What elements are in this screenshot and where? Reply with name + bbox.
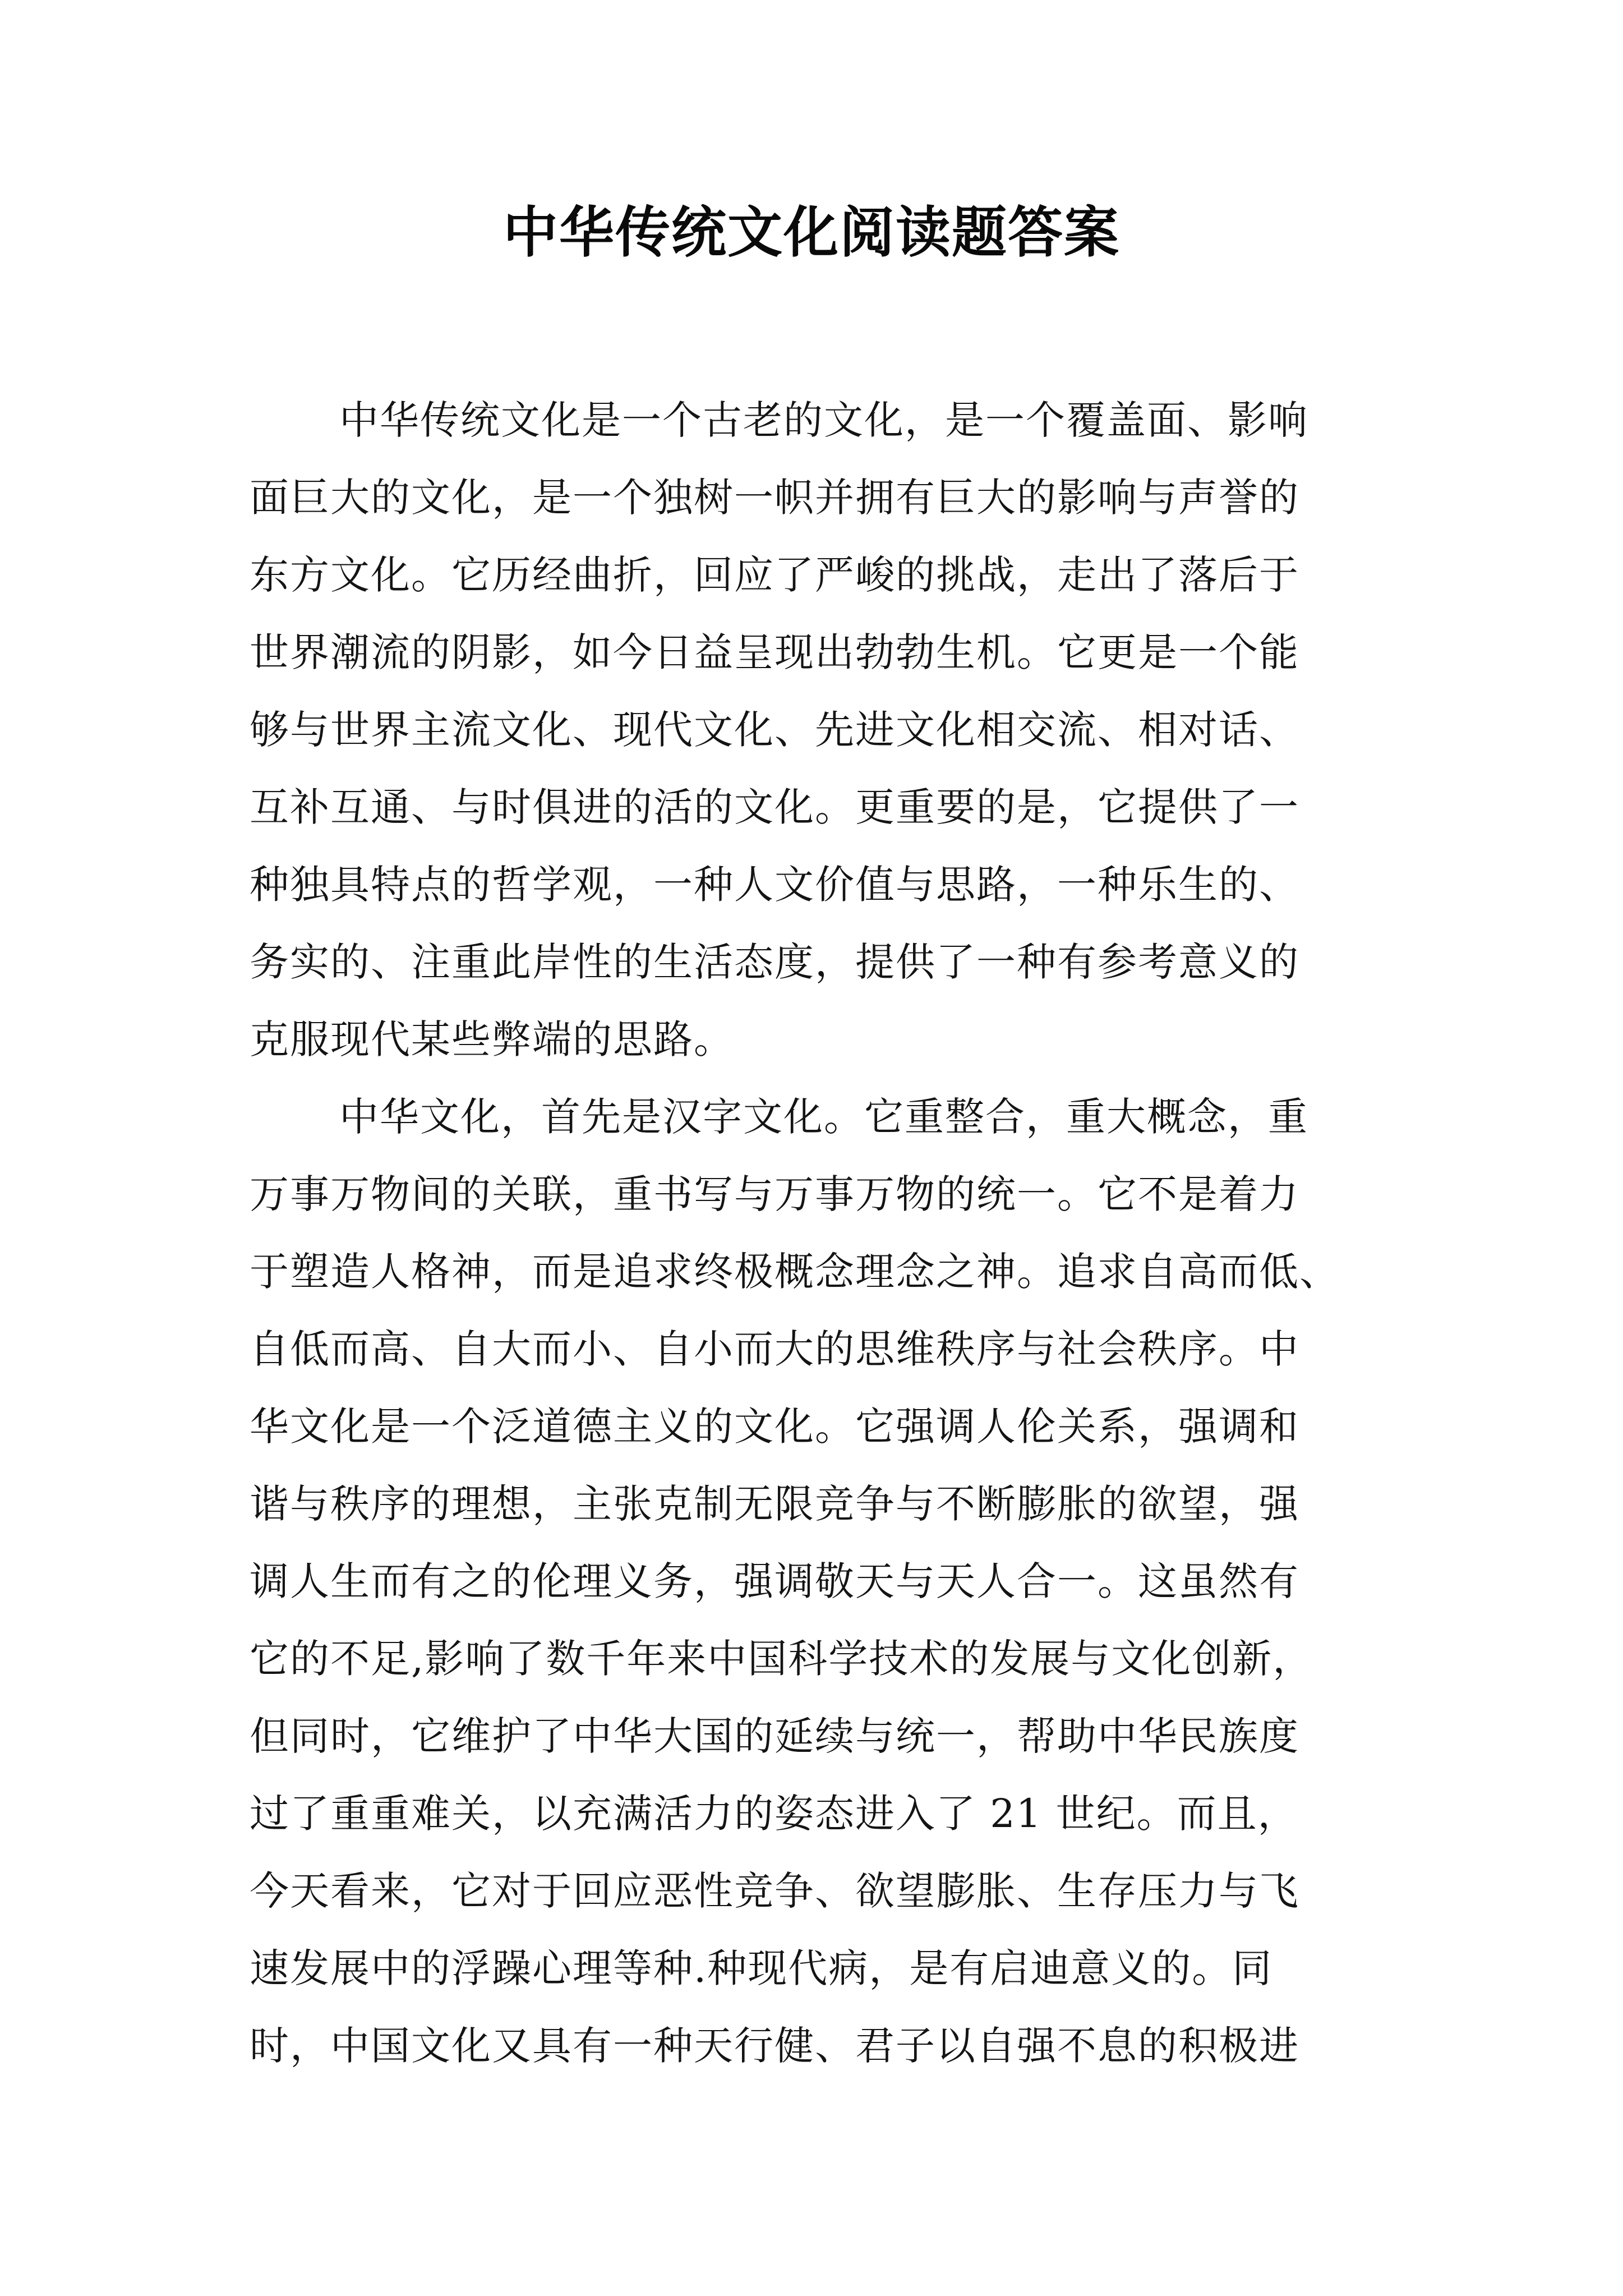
text-line: 中华文化，首先是汉字文化。它重整合，重大概念，重 [339, 1094, 1308, 1140]
text-line: 务实的、注重此岸性的生活态度，提供了一种有参考意义的 [250, 939, 1299, 985]
text-line: 调人生而有之的伦理义务，强调敬天与天人合一。这虽然有 [250, 1558, 1299, 1604]
text-line: 过了重重难关，以充满活力的姿态进入了 21 世纪。而且， [250, 1791, 1298, 1837]
text-line: 今天看来，它对于回应恶性竞争、欲望膨胀、生存压力与飞 [250, 1868, 1299, 1914]
text-line: 但同时，它维护了中华大国的延续与统一，帮助中华民族度 [250, 1713, 1299, 1759]
text-line: 谐与秩序的理想，主张克制无限竞争与不断膨胀的欲望，强 [250, 1481, 1299, 1527]
text-line: 它的不足,影响了数千年来中国科学技术的发展与文化创新， [250, 1636, 1313, 1682]
text-line: 于塑造人格神，而是追求终极概念理念之神。追求自高而低、 [250, 1249, 1340, 1295]
text-line: 自低而高、自大而小、自小而大的思维秩序与社会秩序。中 [250, 1326, 1299, 1372]
paragraph-2 [250, 1078, 1399, 2085]
text-line: 东方文化。它历经曲折，回应了严峻的挑战，走出了落后于 [250, 552, 1299, 598]
text-line: 时，中国文化又具有一种天行健、君子以自强不息的积极进 [250, 2023, 1299, 2069]
body-text [250, 381, 1399, 2085]
text-line: 面巨大的文化，是一个独树一帜并拥有巨大的影响与声誉的 [250, 475, 1299, 521]
text-line: 种独具特点的哲学观，一种人文价值与思路，一种乐生的、 [250, 862, 1299, 908]
page-title: 中华传统文化阅读题答案 [502, 200, 1120, 265]
text-line: 中华传统文化是一个古老的文化，是一个覆盖面、影响 [339, 397, 1308, 443]
text-line: 万事万物间的关联，重书写与万事万物的统一。它不是着力 [250, 1171, 1299, 1217]
text-line: 够与世界主流文化、现代文化、先进文化相交流、相对话、 [250, 707, 1299, 753]
text-line: 华文化是一个泛道德主义的文化。它强调人伦关系，强调和 [250, 1404, 1299, 1450]
text-line: 速发展中的浮躁心理等种.种现代病，是有启迪意义的。同 [250, 1945, 1273, 1991]
text-line: 克服现代某些弊端的思路。 [250, 1016, 734, 1062]
text-line: 世界潮流的阴影，如今日益呈现出勃勃生机。它更是一个能 [250, 629, 1299, 675]
paragraph-1 [250, 381, 1399, 1078]
text-line: 互补互通、与时俱进的活的文化。更重要的是，它提供了一 [250, 784, 1299, 830]
